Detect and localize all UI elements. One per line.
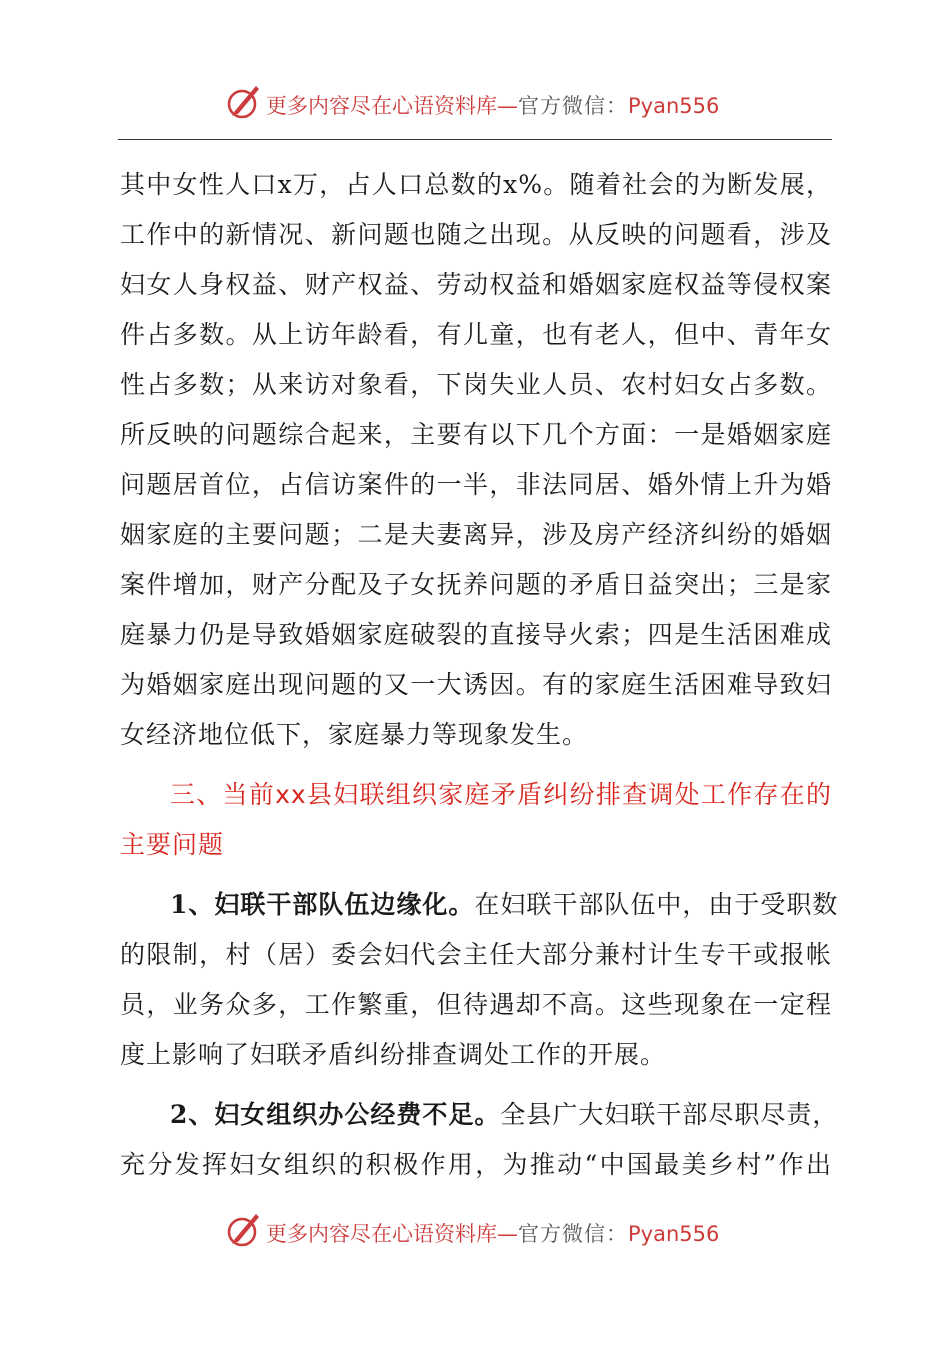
footer-wechat-id: Pyan556 [628,1222,720,1246]
text-line: 姻家庭的主要问题；二是夫妻离异，涉及房产经济纠纷的婚姻 [120,520,832,549]
item-1-first-line [120,880,839,930]
header-wechat-id: Pyan556 [628,94,720,118]
text-line: 其中女性人口x万，占人口总数的x%。随着社会的为断发展， [120,170,832,199]
paragraph-1 [120,160,832,760]
header-divider [118,139,832,140]
text-line: 为婚姻家庭出现问题的又一大诱因。有的家庭生活困难导致妇 [120,670,832,699]
text-line: 的限制，村（居）委会妇代会主任大部分兼村计生专干或报帐 [120,940,832,969]
footer-wechat-label: 官方微信： [518,1222,628,1246]
text-line: 工作中的新情况、新问题也随之出现。从反映的问题看，涉及 [120,220,832,249]
header-brand: 更多内容尽在心语资料库 [266,94,497,118]
section-heading [120,770,832,870]
text-line: 妇女人身权益、财产权益、劳动权益和婚姻家庭权益等侵权案 [120,270,832,299]
page-footer [0,1206,950,1266]
quill-logo-icon [226,82,262,122]
heading-line: 三、当前xx县妇联组织家庭矛盾纠纷排查调处工作存在的 [170,780,832,809]
text-line: 度上影响了妇联矛盾纠纷排查调处工作的开展。 [120,1040,667,1069]
quill-logo-icon [226,1210,262,1250]
footer-brand: 更多内容尽在心语资料库 [266,1222,497,1246]
item-2 [120,1090,839,1190]
text-line: 女经济地位低下，家庭暴力等现象发生。 [120,720,589,749]
header-wechat-label: 官方微信： [518,94,628,118]
text-line: 问题居首位，占信访案件的一半，非法同居、婚外情上升为婚 [120,470,832,499]
text-line: 所反映的问题综合起来，主要有以下几个方面：一是婚姻家庭 [120,420,832,449]
header-text [266,90,719,120]
text-line: 性占多数；从来访对象看，下岗失业人员、农村妇女占多数。 [120,370,832,399]
footer-dash: — [497,1222,518,1246]
text-line: 件占多数。从上访年龄看，有儿童，也有老人，但中、青年女 [120,320,832,349]
item-2-text: 全县广大妇联干部尽职尽责， [500,1100,839,1129]
text-line: 充分发挥妇女组织的积极作用，为推动“中国最美乡村”作出 [120,1150,832,1179]
item-2-first-line [120,1090,839,1140]
heading-line: 主要问题 [120,830,225,859]
item-1-title: 1、妇联干部队伍边缘化。 [170,890,475,919]
page-header [0,78,950,138]
header-dash: — [497,94,518,118]
item-1 [120,880,839,1080]
item-1-text: 在妇联干部队伍中，由于受职数 [474,890,839,919]
text-line: 案件增加，财产分配及子女抚养问题的矛盾日益突出；三是家 [120,570,832,599]
text-line: 庭暴力仍是导致婚姻家庭破裂的直接导火索；四是生活困难成 [120,620,832,649]
footer-text [266,1218,719,1248]
document-body [120,160,839,1190]
item-2-title: 2、妇女组织办公经费不足。 [170,1100,501,1129]
text-line: 员，业务众多，工作繁重，但待遇却不高。这些现象在一定程 [120,990,832,1019]
